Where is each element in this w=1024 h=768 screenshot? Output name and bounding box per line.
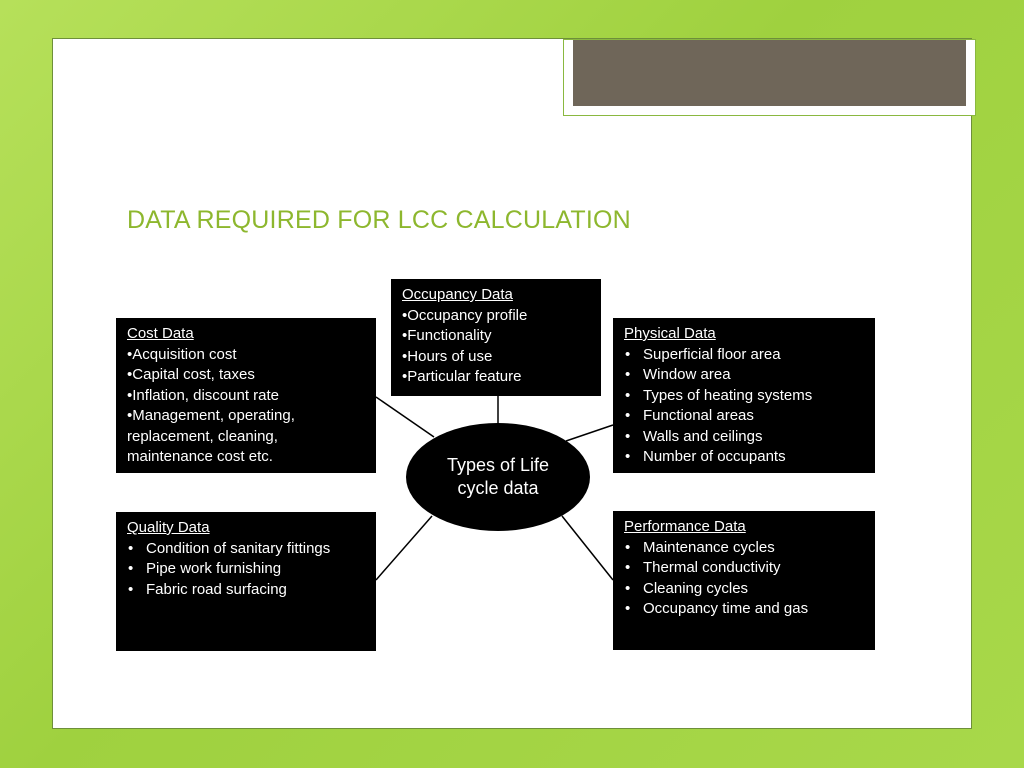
list-item: • Condition of sanitary fittings (127, 539, 366, 560)
performance-data-box (613, 511, 875, 650)
cost-heading: Cost Data (127, 325, 194, 342)
list-item: • Occupancy profile (402, 306, 591, 327)
list-item: • Particular feature (402, 367, 591, 388)
list-item: • Walls and ceilings (624, 427, 865, 448)
list-item: • Maintenance cycles (624, 538, 865, 559)
center-node-label: Types of Life cycle data (446, 455, 550, 498)
list-item: • Thermal conductivity (624, 558, 865, 579)
physical-list (624, 345, 865, 468)
list-item: • Capital cost, taxes (127, 365, 366, 386)
list-item: • Superficial floor area (624, 345, 865, 366)
physical-data-box (613, 318, 875, 473)
connector-cost (376, 397, 434, 437)
connector-performance (562, 516, 613, 580)
list-item: • Fabric road surfacing (127, 580, 366, 601)
occupancy-heading: Occupancy Data (402, 286, 513, 303)
occupancy-list (402, 306, 591, 388)
cost-data-box (116, 318, 376, 473)
list-item: • Cleaning cycles (624, 579, 865, 600)
list-item: • Acquisition cost (127, 345, 366, 366)
list-item: • Management, operating, replacement, cleaning, maintenance cost etc. (127, 406, 366, 468)
quality-heading: Quality Data (127, 519, 210, 536)
list-item: • Hours of use (402, 347, 591, 368)
list-item: • Functional areas (624, 406, 865, 427)
list-item: • Number of occupants (624, 447, 865, 468)
list-item: • Inflation, discount rate (127, 386, 366, 407)
list-item: • Occupancy time and gas (624, 599, 865, 620)
center-node-ellipse (406, 423, 590, 531)
slide-title: DATA REQUIRED FOR LCC CALCULATION (127, 206, 631, 234)
performance-heading: Performance Data (624, 518, 746, 535)
quality-data-box (116, 512, 376, 651)
connector-physical (566, 425, 613, 441)
list-item: • Pipe work furnishing (127, 559, 366, 580)
occupancy-data-box (391, 279, 601, 396)
performance-list (624, 538, 865, 620)
list-item: • Functionality (402, 326, 591, 347)
physical-heading: Physical Data (624, 325, 716, 342)
list-item: • Window area (624, 365, 865, 386)
quality-list (127, 539, 366, 601)
connector-quality (376, 516, 432, 580)
cost-list (127, 345, 366, 468)
list-item: • Types of heating systems (624, 386, 865, 407)
